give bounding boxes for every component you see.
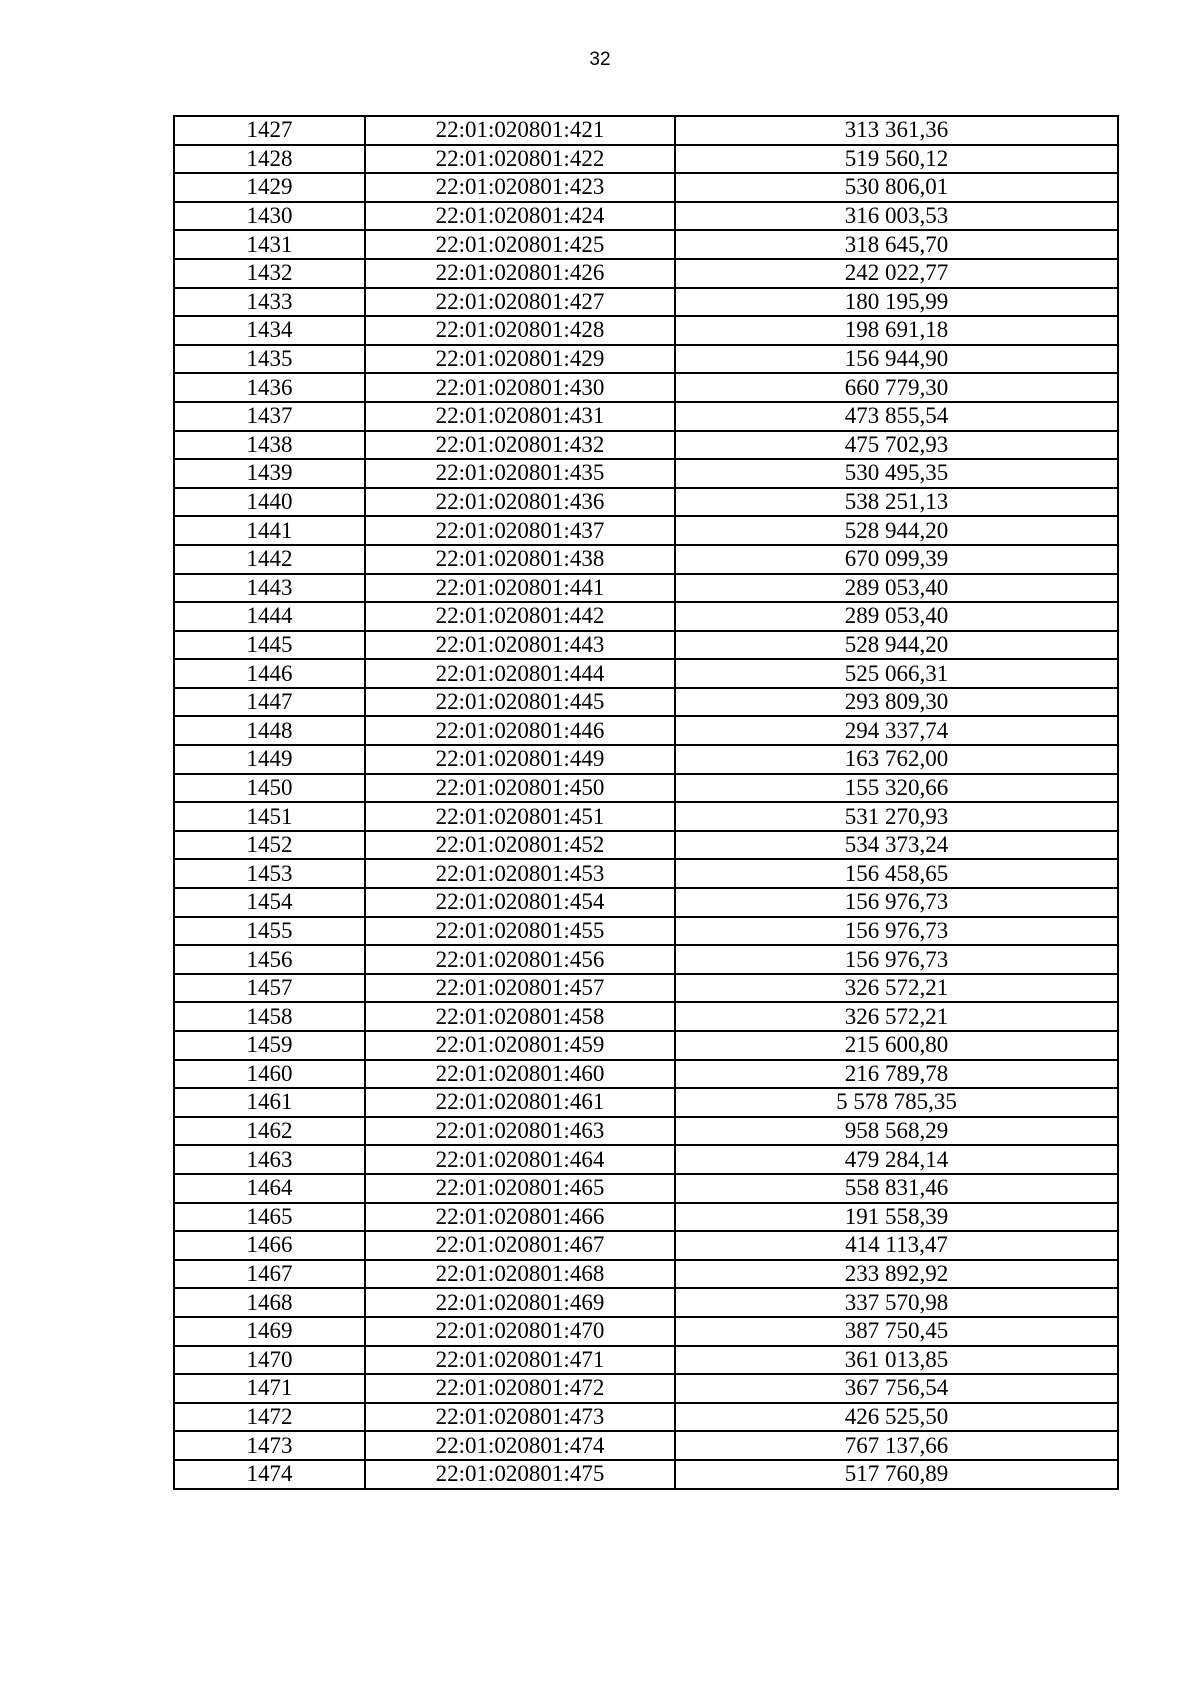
cadastral-value-cell: 191 558,39: [675, 1203, 1118, 1232]
row-number-cell: 1429: [174, 173, 365, 202]
cadastral-value-cell: 534 373,24: [675, 831, 1118, 860]
table-row: [174, 1031, 1118, 1060]
row-number-cell: 1473: [174, 1431, 365, 1460]
cadastral-number-cell: 22:01:020801:432: [365, 431, 675, 460]
table-row: [174, 316, 1118, 345]
cadastral-value-cell: 313 361,36: [675, 116, 1118, 145]
row-number-cell: 1460: [174, 1060, 365, 1089]
cadastral-value-cell: 318 645,70: [675, 230, 1118, 259]
cadastral-value-cell: 767 137,66: [675, 1431, 1118, 1460]
cadastral-number-cell: 22:01:020801:441: [365, 574, 675, 603]
cadastral-value-cell: 156 976,73: [675, 888, 1118, 917]
row-number-cell: 1449: [174, 745, 365, 774]
row-number-cell: 1435: [174, 345, 365, 374]
row-number-cell: 1466: [174, 1231, 365, 1260]
cadastral-number-cell: 22:01:020801:429: [365, 345, 675, 374]
cadastral-number-cell: 22:01:020801:472: [365, 1374, 675, 1403]
table-row: [174, 202, 1118, 231]
cadastral-value-cell: 242 022,77: [675, 259, 1118, 288]
table-row: [174, 888, 1118, 917]
table-row: [174, 1403, 1118, 1432]
table-row: [174, 1088, 1118, 1117]
cadastral-value-cell: 475 702,93: [675, 431, 1118, 460]
cadastral-value-cell: 528 944,20: [675, 516, 1118, 545]
table-row: [174, 402, 1118, 431]
cadastral-value-cell: 426 525,50: [675, 1403, 1118, 1432]
cadastral-number-cell: 22:01:020801:424: [365, 202, 675, 231]
cadastral-number-cell: 22:01:020801:460: [365, 1060, 675, 1089]
cadastral-number-cell: 22:01:020801:468: [365, 1260, 675, 1289]
cadastral-number-cell: 22:01:020801:458: [365, 1002, 675, 1031]
table-row: [174, 1174, 1118, 1203]
cadastral-number-cell: 22:01:020801:452: [365, 831, 675, 860]
cadastral-number-cell: 22:01:020801:454: [365, 888, 675, 917]
table-row: [174, 1060, 1118, 1089]
row-number-cell: 1446: [174, 659, 365, 688]
row-number-cell: 1461: [174, 1088, 365, 1117]
table-row: [174, 145, 1118, 174]
cadastral-number-cell: 22:01:020801:471: [365, 1346, 675, 1375]
table-row: [174, 1145, 1118, 1174]
cadastral-number-cell: 22:01:020801:455: [365, 917, 675, 946]
table-row: [174, 774, 1118, 803]
cadastral-value-cell: 538 251,13: [675, 488, 1118, 517]
cadastral-number-cell: 22:01:020801:426: [365, 259, 675, 288]
cadastral-value-cell: 233 892,92: [675, 1260, 1118, 1289]
cadastral-value-cell: 479 284,14: [675, 1145, 1118, 1174]
row-number-cell: 1456: [174, 945, 365, 974]
cadastral-number-cell: 22:01:020801:437: [365, 516, 675, 545]
cadastral-number-cell: 22:01:020801:453: [365, 859, 675, 888]
cadastral-value-cell: 525 066,31: [675, 659, 1118, 688]
table-row: [174, 716, 1118, 745]
cadastral-value-table: [173, 115, 1119, 1490]
cadastral-value-cell: 156 458,65: [675, 859, 1118, 888]
cadastral-value-cell: 558 831,46: [675, 1174, 1118, 1203]
cadastral-value-cell: 530 495,35: [675, 459, 1118, 488]
cadastral-value-cell: 180 195,99: [675, 288, 1118, 317]
row-number-cell: 1428: [174, 145, 365, 174]
cadastral-number-cell: 22:01:020801:430: [365, 373, 675, 402]
row-number-cell: 1467: [174, 1260, 365, 1289]
table-row: [174, 288, 1118, 317]
cadastral-number-cell: 22:01:020801:423: [365, 173, 675, 202]
table-row: [174, 974, 1118, 1003]
cadastral-number-cell: 22:01:020801:449: [365, 745, 675, 774]
table-row: [174, 1374, 1118, 1403]
table-row: [174, 516, 1118, 545]
cadastral-value-cell: 361 013,85: [675, 1346, 1118, 1375]
table-row: [174, 1460, 1118, 1489]
cadastral-value-cell: 163 762,00: [675, 745, 1118, 774]
table-row: [174, 1317, 1118, 1346]
row-number-cell: 1445: [174, 631, 365, 660]
table-row: [174, 373, 1118, 402]
cadastral-number-cell: 22:01:020801:466: [365, 1203, 675, 1232]
cadastral-value-cell: 528 944,20: [675, 631, 1118, 660]
row-number-cell: 1441: [174, 516, 365, 545]
cadastral-value-cell: 215 600,80: [675, 1031, 1118, 1060]
table-row: [174, 431, 1118, 460]
table-row: [174, 602, 1118, 631]
cadastral-number-cell: 22:01:020801:436: [365, 488, 675, 517]
table-row: [174, 459, 1118, 488]
table-row: [174, 259, 1118, 288]
table-row: [174, 659, 1118, 688]
table-row: [174, 802, 1118, 831]
cadastral-number-cell: 22:01:020801:427: [365, 288, 675, 317]
row-number-cell: 1472: [174, 1403, 365, 1432]
row-number-cell: 1440: [174, 488, 365, 517]
cadastral-value-cell: 367 756,54: [675, 1374, 1118, 1403]
page-number: 32: [589, 49, 611, 70]
row-number-cell: 1431: [174, 230, 365, 259]
cadastral-number-cell: 22:01:020801:456: [365, 945, 675, 974]
cadastral-number-cell: 22:01:020801:465: [365, 1174, 675, 1203]
row-number-cell: 1463: [174, 1145, 365, 1174]
cadastral-value-cell: 156 976,73: [675, 917, 1118, 946]
cadastral-number-cell: 22:01:020801:421: [365, 116, 675, 145]
cadastral-number-cell: 22:01:020801:467: [365, 1231, 675, 1260]
cadastral-value-cell: 530 806,01: [675, 173, 1118, 202]
row-number-cell: 1436: [174, 373, 365, 402]
table-row: [174, 545, 1118, 574]
cadastral-value-cell: 293 809,30: [675, 688, 1118, 717]
table-row: [174, 688, 1118, 717]
cadastral-value-cell: 294 337,74: [675, 716, 1118, 745]
table-row: [174, 745, 1118, 774]
cadastral-value-cell: 155 320,66: [675, 774, 1118, 803]
cadastral-number-cell: 22:01:020801:464: [365, 1145, 675, 1174]
cadastral-value-cell: 473 855,54: [675, 402, 1118, 431]
cadastral-value-cell: 316 003,53: [675, 202, 1118, 231]
cadastral-number-cell: 22:01:020801:443: [365, 631, 675, 660]
cadastral-value-cell: 531 270,93: [675, 802, 1118, 831]
row-number-cell: 1447: [174, 688, 365, 717]
cadastral-value-cell: 414 113,47: [675, 1231, 1118, 1260]
cadastral-number-cell: 22:01:020801:474: [365, 1431, 675, 1460]
row-number-cell: 1439: [174, 459, 365, 488]
cadastral-number-cell: 22:01:020801:461: [365, 1088, 675, 1117]
row-number-cell: 1464: [174, 1174, 365, 1203]
row-number-cell: 1437: [174, 402, 365, 431]
cadastral-value-cell: 660 779,30: [675, 373, 1118, 402]
table-row: [174, 631, 1118, 660]
row-number-cell: 1465: [174, 1203, 365, 1232]
cadastral-value-cell: 156 976,73: [675, 945, 1118, 974]
table-row: [174, 230, 1118, 259]
cadastral-value-cell: 216 789,78: [675, 1060, 1118, 1089]
cadastral-number-cell: 22:01:020801:459: [365, 1031, 675, 1060]
cadastral-value-cell: 5 578 785,35: [675, 1088, 1118, 1117]
cadastral-value-cell: 326 572,21: [675, 1002, 1118, 1031]
row-number-cell: 1427: [174, 116, 365, 145]
table-body: [174, 116, 1118, 1489]
row-number-cell: 1443: [174, 574, 365, 603]
table-row: [174, 1002, 1118, 1031]
cadastral-number-cell: 22:01:020801:445: [365, 688, 675, 717]
cadastral-number-cell: 22:01:020801:470: [365, 1317, 675, 1346]
table-row: [174, 917, 1118, 946]
table-row: [174, 859, 1118, 888]
cadastral-value-cell: 387 750,45: [675, 1317, 1118, 1346]
row-number-cell: 1434: [174, 316, 365, 345]
row-number-cell: 1474: [174, 1460, 365, 1489]
table-row: [174, 831, 1118, 860]
row-number-cell: 1458: [174, 1002, 365, 1031]
cadastral-value-cell: 519 560,12: [675, 145, 1118, 174]
cadastral-number-cell: 22:01:020801:446: [365, 716, 675, 745]
cadastral-number-cell: 22:01:020801:442: [365, 602, 675, 631]
cadastral-value-cell: 517 760,89: [675, 1460, 1118, 1489]
cadastral-number-cell: 22:01:020801:450: [365, 774, 675, 803]
row-number-cell: 1468: [174, 1288, 365, 1317]
cadastral-value-cell: 670 099,39: [675, 545, 1118, 574]
table-row: [174, 1431, 1118, 1460]
table-row: [174, 1203, 1118, 1232]
table-row: [174, 1288, 1118, 1317]
cadastral-number-cell: 22:01:020801:451: [365, 802, 675, 831]
row-number-cell: 1451: [174, 802, 365, 831]
row-number-cell: 1444: [174, 602, 365, 631]
row-number-cell: 1455: [174, 917, 365, 946]
table-row: [174, 1117, 1118, 1146]
cadastral-number-cell: 22:01:020801:463: [365, 1117, 675, 1146]
row-number-cell: 1462: [174, 1117, 365, 1146]
row-number-cell: 1430: [174, 202, 365, 231]
row-number-cell: 1438: [174, 431, 365, 460]
row-number-cell: 1454: [174, 888, 365, 917]
table-row: [174, 1260, 1118, 1289]
cadastral-number-cell: 22:01:020801:475: [365, 1460, 675, 1489]
row-number-cell: 1471: [174, 1374, 365, 1403]
cadastral-value-cell: 289 053,40: [675, 574, 1118, 603]
row-number-cell: 1433: [174, 288, 365, 317]
table-row: [174, 574, 1118, 603]
table-row: [174, 1231, 1118, 1260]
row-number-cell: 1470: [174, 1346, 365, 1375]
table-row: [174, 488, 1118, 517]
row-number-cell: 1457: [174, 974, 365, 1003]
cadastral-number-cell: 22:01:020801:428: [365, 316, 675, 345]
cadastral-number-cell: 22:01:020801:438: [365, 545, 675, 574]
cadastral-number-cell: 22:01:020801:435: [365, 459, 675, 488]
row-number-cell: 1450: [174, 774, 365, 803]
cadastral-value-cell: 156 944,90: [675, 345, 1118, 374]
cadastral-number-cell: 22:01:020801:469: [365, 1288, 675, 1317]
cadastral-number-cell: 22:01:020801:473: [365, 1403, 675, 1432]
cadastral-number-cell: 22:01:020801:425: [365, 230, 675, 259]
cadastral-value-cell: 326 572,21: [675, 974, 1118, 1003]
cadastral-value-cell: 337 570,98: [675, 1288, 1118, 1317]
row-number-cell: 1459: [174, 1031, 365, 1060]
row-number-cell: 1469: [174, 1317, 365, 1346]
table-row: [174, 1346, 1118, 1375]
table-row: [174, 945, 1118, 974]
row-number-cell: 1432: [174, 259, 365, 288]
cadastral-number-cell: 22:01:020801:457: [365, 974, 675, 1003]
table-row: [174, 345, 1118, 374]
cadastral-value-cell: 198 691,18: [675, 316, 1118, 345]
cadastral-value-cell: 289 053,40: [675, 602, 1118, 631]
row-number-cell: 1442: [174, 545, 365, 574]
table-row: [174, 173, 1118, 202]
cadastral-number-cell: 22:01:020801:422: [365, 145, 675, 174]
row-number-cell: 1453: [174, 859, 365, 888]
row-number-cell: 1448: [174, 716, 365, 745]
row-number-cell: 1452: [174, 831, 365, 860]
cadastral-number-cell: 22:01:020801:444: [365, 659, 675, 688]
cadastral-value-cell: 958 568,29: [675, 1117, 1118, 1146]
table-row: [174, 116, 1118, 145]
cadastral-number-cell: 22:01:020801:431: [365, 402, 675, 431]
